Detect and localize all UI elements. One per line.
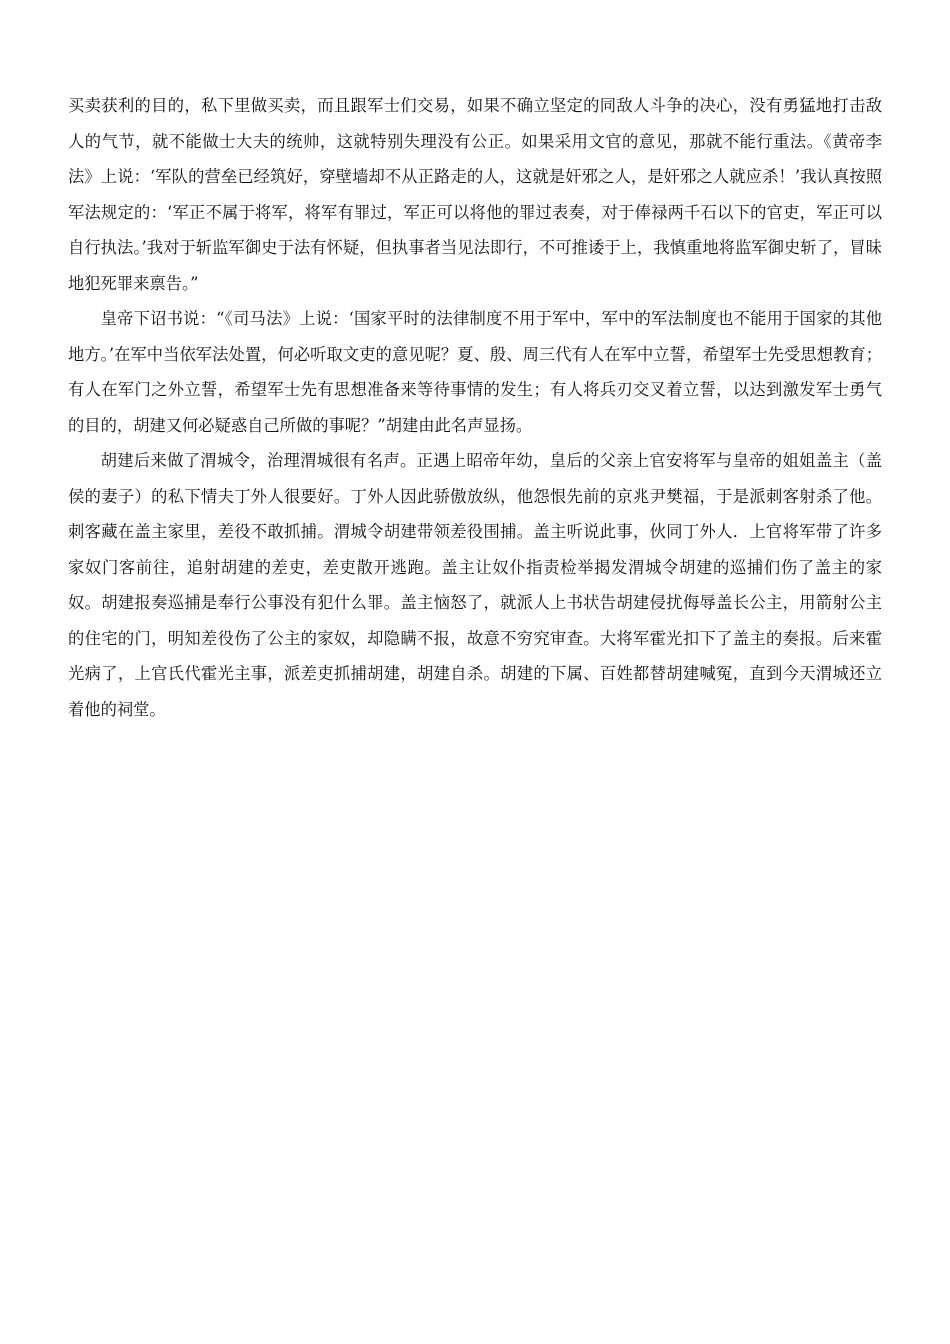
paragraph-2: 皇帝下诏书说：“《司马法》上说：‘国家平时的法律制度不用于军中，军中的军法制度也不能用于国家的其他地方。’在军中当依军法处置，何必听取文吏的意见呢？夏、殷、周三代有人在军中立誓，希望军士先受思想教育；有人在军门之外立誓，希望军士先有思想准备来等待事情的发生；有人将兵刃交叉着立誓，以达到激发军士勇气的目的，胡建又何必疑惑自己所做的事呢？”胡建由此名声显扬。 — [68, 309, 882, 435]
paragraph-1: 买卖获利的目的，私下里做买卖，而且跟军士们交易，如果不确立坚定的同敌人斗争的决心，没有勇猛地打击敌人的气节，就不能做士大夫的统帅，这就特别失理没有公正。如果采用文官的意见，那就不能行重法。《黄帝李法》上说：‘军队的营垒已经筑好，穿壁墙却不从正路走的人，这就是奸邪之人，是奸邪之人就应杀！’我认真按照军法规定的：‘军正不属于将军，将军有罪过，军正可以将他的罪过表奏，对于俸禄两千石以下的官吏，军正可以自行执法。’我对于斩监军御史于法有怀疑，但执事者当见法即行，不可推诿于上，我慎重地将监军御史斩了，冒昧地犯死罪来禀告。” — [68, 96, 882, 293]
document-page — [68, 88, 882, 727]
paragraph-3: 胡建后来做了渭城令，治理渭城很有名声。正遇上昭帝年幼，皇后的父亲上官安将军与皇帝的姐姐盖主（盖侯的妻子）的私下情夫丁外人很要好。丁外人因此骄傲放纵，他怨恨先前的京兆尹樊福，于是派刺客射杀了他。刺客藏在盖主家里，差役不敢抓捕。渭城令胡建带领差役围捕。盖主听说此事，伙同丁外人．上官将军带了许多家奴门客前往，追射胡建的差吏，差吏散开逃跑。盖主让奴仆指责检举揭发渭城令胡建的巡捕们伤了盖主的家奴。胡建报奏巡捕是奉行公事没有犯什么罪。盖主恼怒了，就派人上书状告胡建侵扰侮辱盖长公主，用箭射公主的住宅的门，明知差役伤了公主的家奴，却隐瞒不报，故意不穷究审查。大将军霍光扣下了盖主的奏报。后来霍光病了，上官氏代霍光主事，派差吏抓捕胡建，胡建自杀。胡建的下属、百姓都替胡建喊冤，直到今天渭城还立着他的祠堂。 — [68, 451, 882, 719]
